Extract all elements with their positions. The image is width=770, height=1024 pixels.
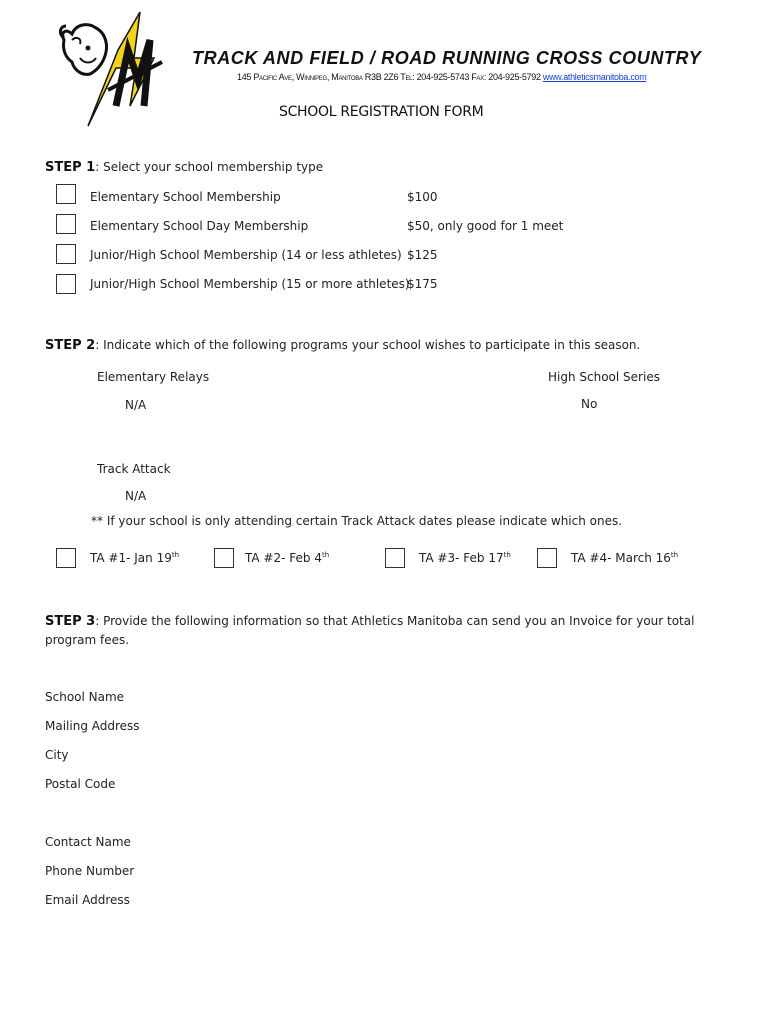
ta-date-suffix: th <box>171 551 180 559</box>
step1-text: : Select your school membership type <box>95 160 324 174</box>
mailing-address-field[interactable]: Mailing Address <box>45 719 140 733</box>
step2-text: : Indicate which of the following programs your school wishes to participate in this season. <box>95 338 641 352</box>
ta1-checkbox[interactable] <box>56 548 76 568</box>
membership-option-price: $100 <box>407 190 438 204</box>
step2-label: STEP 2 <box>45 338 96 353</box>
step1-heading <box>45 160 323 175</box>
ta-date-suffix: th <box>321 551 330 559</box>
track-attack-value[interactable]: N/A <box>125 489 147 503</box>
step3-heading <box>45 612 715 650</box>
junior-high-14-checkbox[interactable] <box>56 244 76 264</box>
membership-option-price: $175 <box>407 277 438 291</box>
elementary-relays-label: Elementary Relays <box>97 370 210 384</box>
header-address <box>237 72 646 82</box>
ta-date-text: TA #4- March 16 <box>571 551 671 565</box>
athletics-manitoba-logo <box>58 10 170 128</box>
school-name-field[interactable]: School Name <box>45 690 125 704</box>
step1-label: STEP 1 <box>45 160 96 175</box>
ta-date-text: TA #2- Feb 4 <box>245 551 322 565</box>
ta-date-label <box>245 551 329 565</box>
membership-option-label: Elementary School Day Membership <box>90 219 309 233</box>
membership-option-label: Elementary School Membership <box>90 190 281 204</box>
membership-option-price: $125 <box>407 248 438 262</box>
ta-date-label <box>419 551 511 565</box>
high-school-series-value[interactable]: No <box>581 397 598 411</box>
track-attack-note: ** If your school is only attending certain Track Attack dates please indicate which ones. <box>91 514 623 528</box>
postal-code-field[interactable]: Postal Code <box>45 777 116 791</box>
elementary-day-membership-checkbox[interactable] <box>56 214 76 234</box>
city-field[interactable]: City <box>45 748 69 762</box>
ta-date-text: TA #1- Jan 19 <box>90 551 172 565</box>
page-title: SCHOOL REGISTRATION FORM <box>279 104 484 120</box>
ta-date-label <box>571 551 678 565</box>
address-text: 145 Pacific Ave, Winnipeg, Manitoba R3B 2Z6 Tel: 204-925-5743 Fax: 204-925-5792 <box>237 72 541 82</box>
elementary-relays-value[interactable]: N/A <box>125 398 147 412</box>
junior-high-15-checkbox[interactable] <box>56 274 76 294</box>
track-attack-label: Track Attack <box>97 462 171 476</box>
ta3-checkbox[interactable] <box>385 548 405 568</box>
ta4-checkbox[interactable] <box>537 548 557 568</box>
elementary-membership-checkbox[interactable] <box>56 184 76 204</box>
ta-date-text: TA #3- Feb 17 <box>419 551 504 565</box>
step3-text: : Provide the following information so that Athletics Manitoba can send you an Invoice for your total program fees. <box>45 614 695 647</box>
email-address-field[interactable]: Email Address <box>45 893 130 907</box>
phone-number-field[interactable]: Phone Number <box>45 864 135 878</box>
step3-label: STEP 3 <box>45 614 96 629</box>
membership-option-label: Junior/High School Membership (15 or more athletes) <box>90 277 410 291</box>
ta2-checkbox[interactable] <box>214 548 234 568</box>
ta-date-suffix: th <box>503 551 511 559</box>
website-link[interactable]: www.athleticsmanitoba.com <box>542 72 647 82</box>
membership-option-label: Junior/High School Membership (14 or less athletes) <box>90 248 402 262</box>
ta-date-suffix: th <box>670 551 679 559</box>
step2-heading <box>45 338 640 353</box>
membership-option-price: $50, only good for 1 meet <box>407 219 564 233</box>
contact-name-field[interactable]: Contact Name <box>45 835 131 849</box>
high-school-series-label: High School Series <box>548 370 660 384</box>
header-title: TRACK AND FIELD / ROAD RUNNING CROSS COUNTRY <box>192 48 702 68</box>
ta-date-label <box>90 551 179 565</box>
